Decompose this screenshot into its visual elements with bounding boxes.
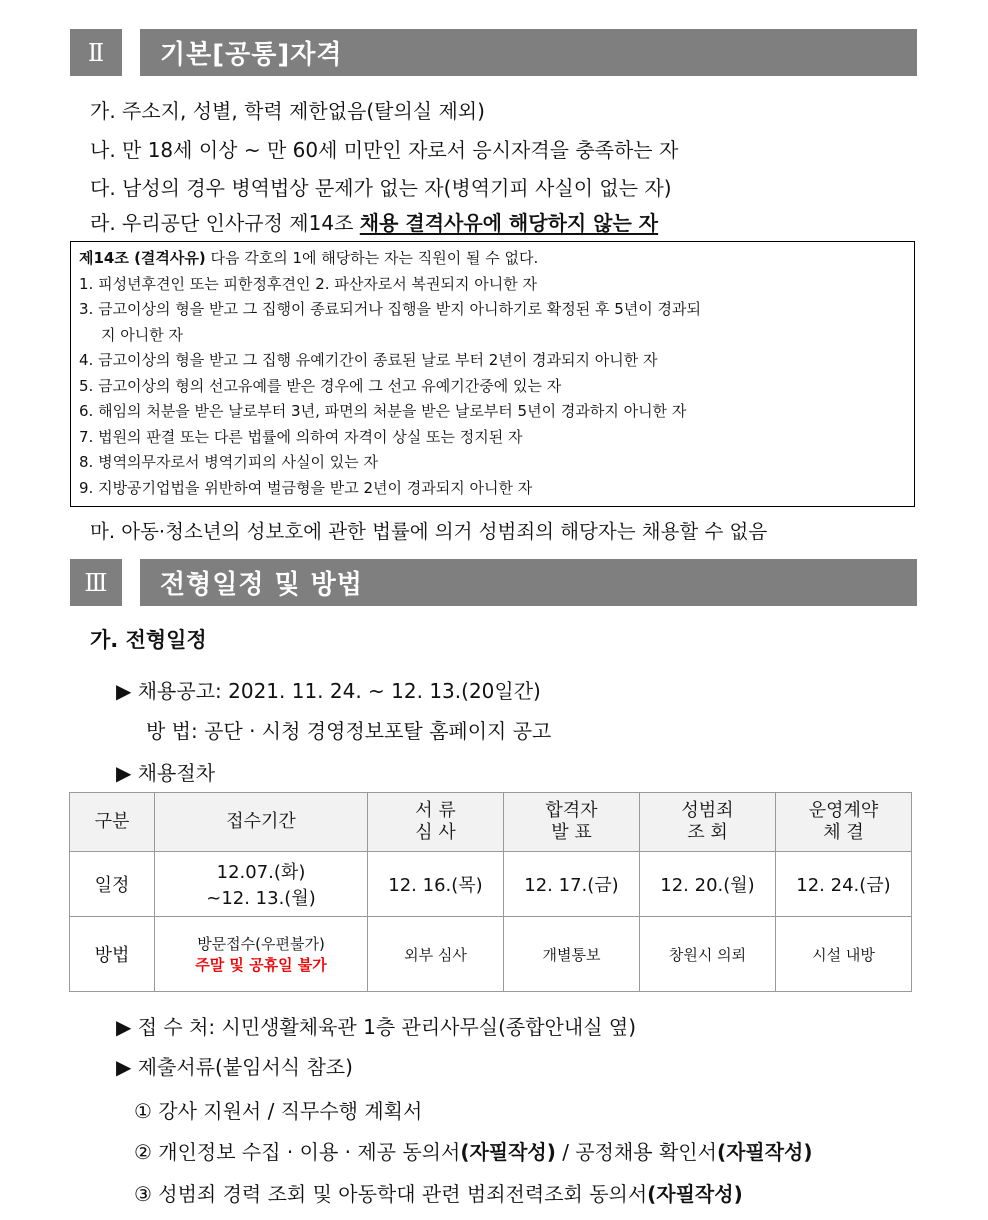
doc-emphasis: (자필작성) [460, 1140, 556, 1164]
qual-ra [90, 207, 658, 236]
qual-ma: 마. 아동·청소년의 성보호에 관한 법률에 의거 성범죄의 해당자는 채용할 수 없음 [90, 520, 768, 543]
table-cell: 12. 24.(금) [776, 852, 912, 917]
row-label: 방법 [70, 917, 155, 992]
table-cell: 개별통보 [504, 917, 640, 992]
reception-place: ▶ 접 수 처: 시민생활체육관 1층 관리사무실(종합안내실 옆) [116, 1015, 636, 1039]
method-text: 방문접수(우편불가) [197, 935, 325, 953]
article-item: 7. 법원의 판결 또는 다른 법률에 의하여 자격이 상실 또는 정지된 자 [79, 427, 523, 446]
section-number: Ⅱ [70, 29, 122, 76]
doc-emphasis: (자필작성) [647, 1182, 743, 1206]
schedule-table [69, 792, 912, 992]
doc-text: / 공정채용 확인서 [555, 1140, 717, 1164]
header-cell: 운영계약 체 결 [776, 793, 912, 852]
section-number: Ⅲ [70, 559, 122, 606]
article-item: 1. 피성년후견인 또는 피한정후견인 2. 파산자로서 복권되지 아니한 자 [79, 274, 538, 293]
article-heading-rest: 다음 각호의 1에 해당하는 자는 직원이 될 수 없다. [205, 249, 539, 267]
section-header-3 [70, 559, 917, 606]
document-item [134, 1136, 813, 1165]
header-cell: 구분 [70, 793, 155, 852]
article-heading-line [79, 246, 906, 272]
section-header-2 [70, 29, 917, 76]
notice-period: ▶ 채용공고: 2021. 11. 24. ~ 12. 13.(20일간) [116, 679, 541, 703]
qual-ra-emphasis: 채용 결격사유에 해당하지 않는 자 [359, 211, 659, 235]
header-cell: 서 류 심 사 [368, 793, 504, 852]
doc-text: ② 개인정보 수집 · 이용 · 제공 동의서 [134, 1140, 461, 1164]
article-item: 지 아니한 자 [101, 325, 183, 344]
table-cell: 외부 심사 [368, 917, 504, 992]
header-cell: 합격자 발 표 [504, 793, 640, 852]
table-cell: 12.07.(화) ~12. 13.(월) [155, 852, 368, 917]
article-item: 9. 지방공기업법을 위반하여 벌금형을 받고 2년이 경과되지 아니한 자 [79, 478, 533, 497]
qual-da: 다. 남성의 경우 병역법상 문제가 없는 자(병역기피 사실이 없는 자) [90, 176, 672, 200]
qual-na: 나. 만 18세 이상 ~ 만 60세 미만인 자로서 응시자격을 충족하는 자 [90, 138, 679, 162]
table-header-row [70, 793, 912, 852]
document-item: ① 강사 지원서 / 직무수행 계획서 [134, 1099, 423, 1123]
doc-emphasis: (자필작성) [716, 1140, 813, 1164]
documents-label: ▶ 제출서류(붙임서식 참조) [116, 1055, 353, 1079]
header-cell: 접수기간 [155, 793, 368, 852]
method-note: 주말 및 공휴일 불가 [195, 956, 327, 974]
table-cell: 12. 17.(금) [504, 852, 640, 917]
notice-method: 방 법: 공단 · 시청 경영정보포탈 홈페이지 공고 [146, 719, 552, 743]
article-item: 8. 병역의무자로서 병역기피의 사실이 있는 자 [79, 453, 378, 471]
table-cell: 12. 16.(목) [368, 852, 504, 917]
article-item: 6. 해임의 처분을 받은 날로부터 3년, 파면의 처분을 받은 날로부터 5년이 경과하지 아니한 자 [79, 402, 687, 420]
article-heading: 제14조 (결격사유) [79, 249, 206, 267]
table-row [70, 917, 912, 992]
row-label: 일정 [70, 852, 155, 917]
article-item: 5. 금고이상의 형의 선고유예를 받은 경우에 그 선고 유예기간중에 있는 자 [79, 376, 562, 395]
table-cell: 창원시 의뢰 [640, 917, 776, 992]
table-cell: 시설 내방 [776, 917, 912, 992]
article-item: 3. 금고이상의 형을 받고 그 집행이 종료되거나 집행을 받지 아니하기로 확정된 후 5년이 경과되 [79, 300, 701, 318]
header-cell: 성범죄 조 회 [640, 793, 776, 852]
section-title: 기본[공통]자격 [140, 29, 917, 76]
table-cell [155, 917, 368, 992]
table-row [70, 852, 912, 917]
qual-ra-text: 라. 우리공단 인사규정 제14조 [90, 211, 360, 235]
table-cell: 12. 20.(월) [640, 852, 776, 917]
document-item [134, 1178, 743, 1207]
qual-ga: 가. 주소지, 성별, 학력 제한없음(탈의실 제외) [90, 99, 485, 123]
doc-text: ③ 성범죄 경력 조회 및 아동학대 관련 범죄전력조회 동의서 [134, 1182, 648, 1206]
schedule-heading: 가. 전형일정 [90, 628, 207, 652]
section-title: 전형일정 및 방법 [140, 559, 917, 606]
article-item: 4. 금고이상의 형을 받고 그 집행 유예기간이 종료된 날로 부터 2년이 경과되지 아니한 자 [79, 351, 658, 369]
process-label: ▶ 채용절차 [116, 761, 216, 785]
article-14-box [70, 241, 915, 507]
